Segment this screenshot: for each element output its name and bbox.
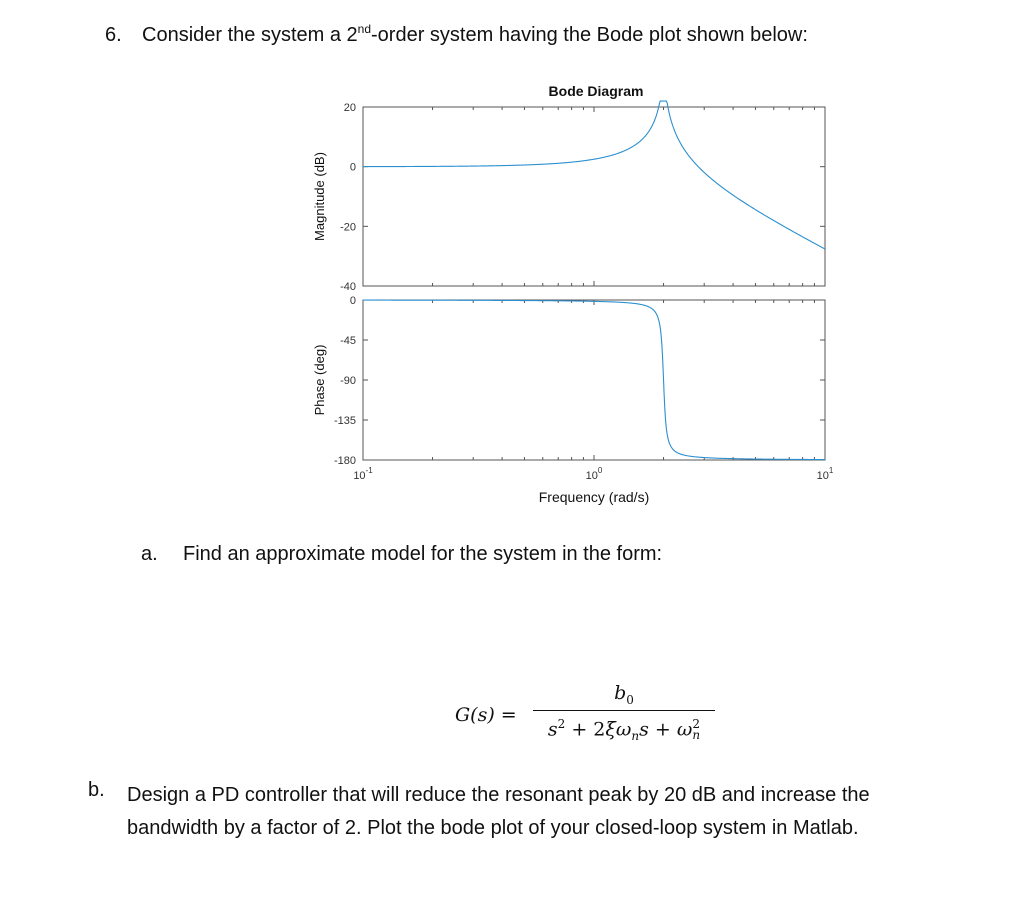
phase-ytick-label: 0 <box>349 295 356 307</box>
x-tick-label: $10^0$ <box>585 466 603 482</box>
phase-axes-box <box>363 300 825 460</box>
magnitude-ylabel: Magnitude (dB) <box>312 152 327 241</box>
part-a-label: a. <box>141 543 158 565</box>
part-a-text: Find an approximate model for the system in the form: <box>183 543 663 565</box>
magnitude-ytick-label: 0 <box>349 161 356 174</box>
phase-ytick-label: -90 <box>340 375 356 387</box>
formula-numerator-sub: 0 <box>626 692 634 707</box>
chart-title: Bode Diagram <box>548 83 644 99</box>
x-tick-label: $10^1$ <box>816 466 834 482</box>
part-b-text <box>127 779 987 845</box>
magnitude-axes-box <box>363 107 825 286</box>
question-text-part1: Consider the system a 2 <box>142 24 358 46</box>
question-text-part2: -order system having the Bode plot shown below: <box>371 24 808 46</box>
phase-ytick-label: -45 <box>340 335 356 347</box>
formula-numerator: $b_0$ <box>614 682 634 707</box>
part-b-line2: bandwidth by a factor of 2. Plot the bode plot of your closed-loop system in Matlab. <box>127 817 859 839</box>
part-b-line1: Design a PD controller that will reduce the resonant peak by 20 dB and increase the <box>127 784 870 806</box>
phase-ylabel: Phase (deg) <box>312 344 327 416</box>
magnitude-ytick-label: 20 <box>343 102 356 114</box>
phase-ytick-label: -180 <box>333 455 356 467</box>
question-superscript: nd <box>357 22 372 36</box>
phase-ytick-label: -135 <box>333 415 356 427</box>
fraction-bar <box>533 710 715 711</box>
magnitude-ytick-label: -40 <box>340 281 356 293</box>
x-axis-label: Frequency (rad/s) <box>538 489 650 505</box>
formula-fraction <box>533 680 715 747</box>
formula-denominator: $s^2 + 2\xi\omega_ns + \omega 2$ n <box>547 717 701 744</box>
magnitude-ytick-label: -20 <box>340 221 356 234</box>
question-number: 6. <box>105 24 122 46</box>
x-tick-label: $10^{-1}$ <box>353 466 373 482</box>
formula-lhs: G(s) = <box>455 704 517 726</box>
part-b-label: b. <box>88 779 105 801</box>
